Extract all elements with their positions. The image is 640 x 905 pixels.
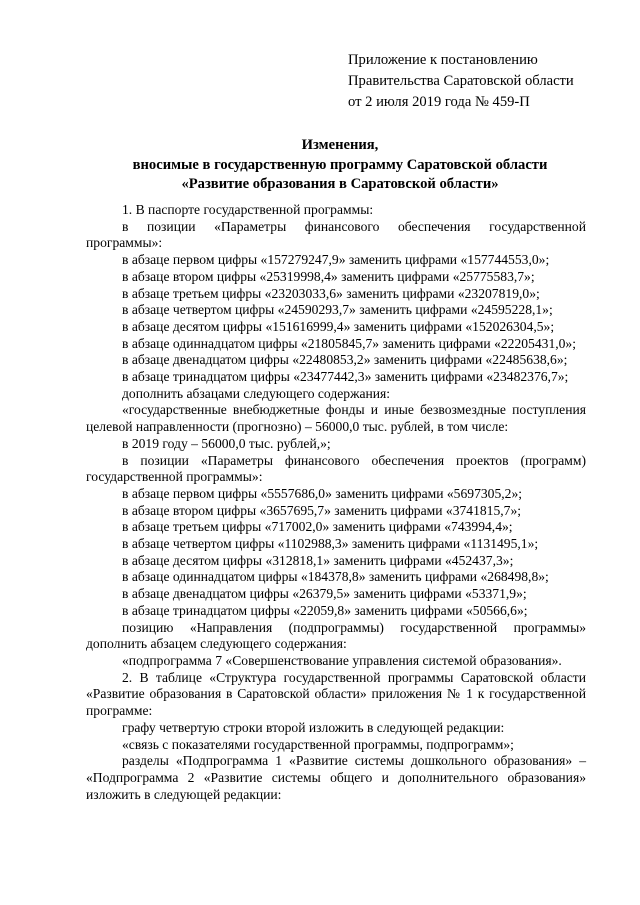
paragraph: 2. В таблице «Структура государственной программы Саратовской области «Развитие образования в Саратовской области» приложения № 1 к государственной программе: [86,669,586,719]
paragraph: в абзаце одиннадцатом цифры «21805845,7» заменить цифрами «22205431,0»; [122,335,577,351]
paragraph: в абзаце десятом цифры «151616999,4» заменить цифрами «152026304,5»; [122,318,555,334]
paragraph: в абзаце третьем цифры «717002,0» заменить цифрами «743994,4»; [122,519,513,535]
title-line-2: вносимые в государственную программу Саратовской области [132,156,548,173]
paragraph: в абзаце десятом цифры «312818,1» заменить цифрами «452437,3»; [122,552,514,568]
header-line-2: Правительства Саратовской области [348,73,574,89]
paragraph: в абзаце четвертом цифры «1102988,3» заменить цифрами «1131495,1»; [122,536,539,552]
paragraph: в абзаце первом цифры «5557686,0» заменить цифрами «5697305,2»; [122,485,523,501]
paragraph: позицию «Направления (подпрограммы) государственной программы» дополнить абзацем следующего содержания: [86,619,586,652]
paragraph: в абзаце первом цифры «157279247,9» заменить цифрами «157744553,0»; [122,252,550,268]
paragraph: в позиции «Параметры финансового обеспечения государственной программы»: [86,218,586,251]
paragraph: дополнить абзацами следующего содержания: [122,385,391,401]
paragraph: в абзаце тринадцатом цифры «23477442,3» заменить цифрами «23482376,7»; [122,369,569,385]
paragraph: «связь с показателями государственной программы, подпрограмм»; [122,736,514,752]
paragraph: «государственные внебюджетные фонды и иные безвозмездные поступления целевой направленности (прогнозно) – 56000,0 тыс. рублей, в том числе: [86,402,586,435]
paragraph: в абзаце одиннадцатом цифры «184378,8» заменить цифрами «268498,8»; [122,569,549,585]
paragraph: в абзаце втором цифры «25319998,4» заменить цифрами «25775583,7»; [122,268,535,284]
approval-header [348,50,618,113]
document-title [60,136,620,195]
paragraph: в абзаце двенадцатом цифры «22480853,2» заменить цифрами «22485638,6»; [122,352,568,368]
paragraph: в 2019 году – 56000,0 тыс. рублей,»; [122,435,331,451]
paragraph: в абзаце тринадцатом цифры «22059,8» заменить цифрами «50566,6»; [122,602,528,618]
title-line-3: «Развитие образования в Саратовской области» [181,176,499,192]
paragraph: разделы «Подпрограмма 1 «Развитие системы дошкольного образования» – «Подпрограмма 2 «Развитие системы общего и дополнительного образования» изложить в следующей редакции: [86,753,586,802]
header-line-3: от 2 июля 2019 года № 459-П [348,94,530,110]
paragraph: в абзаце втором цифры «3657695,7» заменить цифрами «3741815,7»; [122,502,522,518]
paragraph: 1. В паспорте государственной программы: [122,202,374,217]
paragraph: «подпрограмма 7 «Совершенствование управления системой образования». [122,652,562,668]
paragraph: в абзаце четвертом цифры «24590293,7» заменить цифрами «24595228,1»; [122,302,553,318]
paragraph: в абзаце третьем цифры «23203033,6» заменить цифрами «23207819,0»; [122,285,540,301]
title-line-1: Изменения, [301,137,379,153]
paragraph: графу четвертую строки второй изложить в следующей редакции: [122,719,505,735]
paragraph: в абзаце двенадцатом цифры «26379,5» заменить цифрами «53371,9»; [122,586,527,602]
header-line-1: Приложение к постановлению [348,52,538,68]
document-body [86,202,586,803]
paragraph: в позиции «Параметры финансового обеспечения проектов (программ) государственной программы»: [86,452,586,485]
